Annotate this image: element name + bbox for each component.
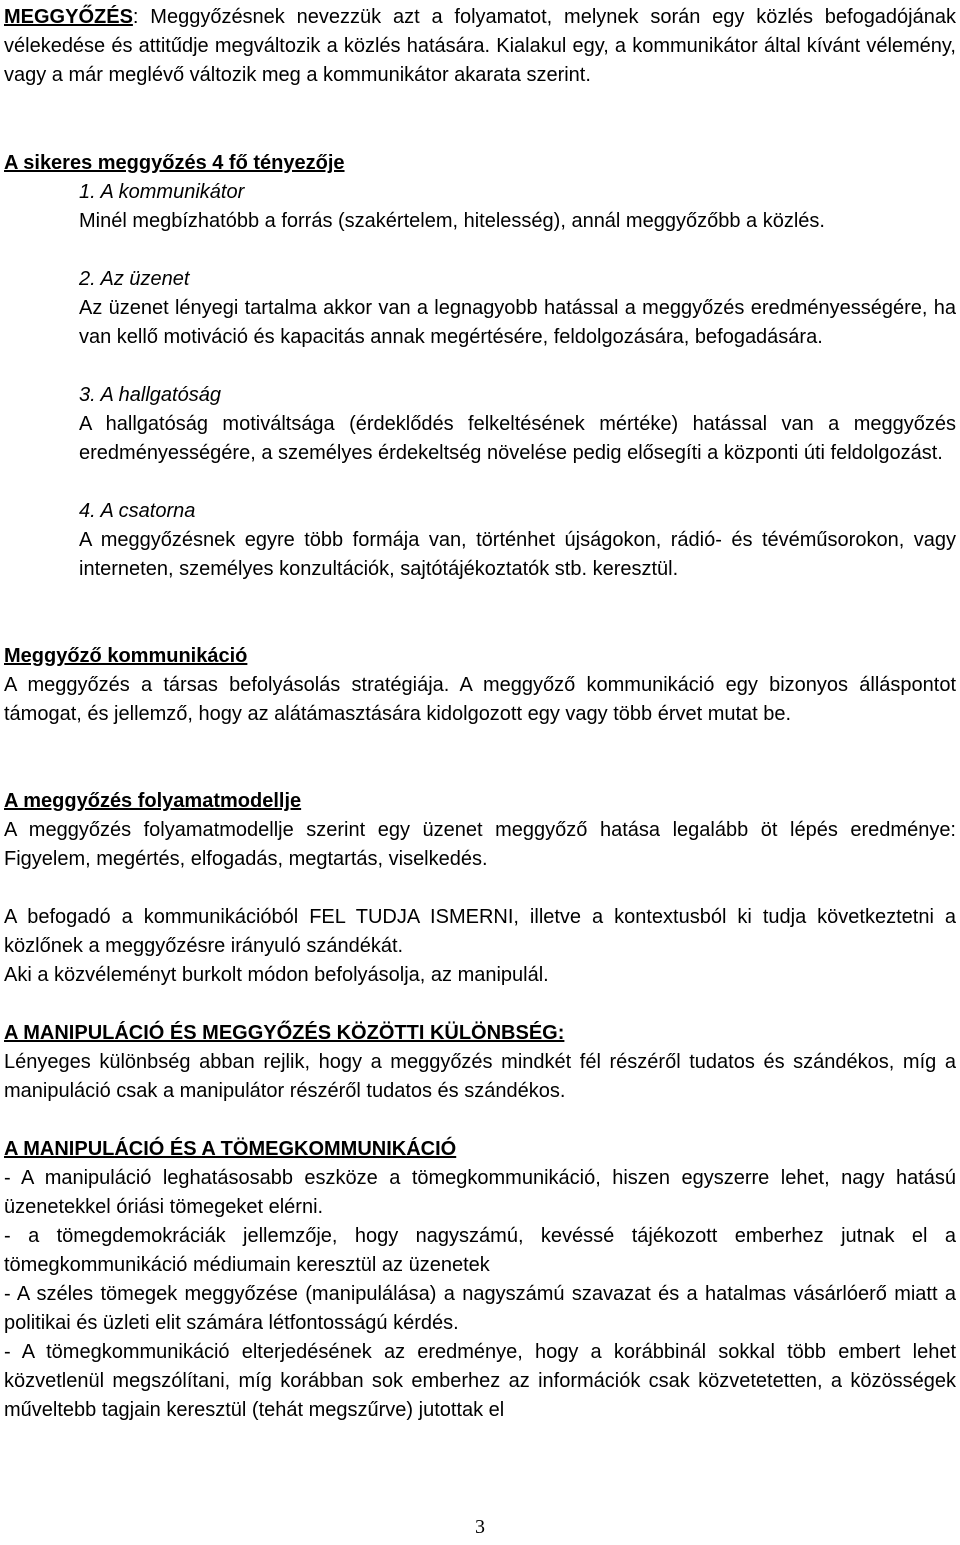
process-manipulation-text: Aki a közvéleményt burkolt módon befolyásolja, az manipulál. xyxy=(4,964,549,986)
factor-3-title: 3. A hallgatóság xyxy=(79,384,221,406)
persuasive-text: A meggyőzés a társas befolyásolás stratégiája. A meggyőző kommunikáció egy bizonyos álláspontot támogat, és jellemző, hogy az alátámasztására kidolgozott egy vagy több érvet mutat be. xyxy=(4,674,956,725)
process-heading: A meggyőzés folyamatmodellje xyxy=(4,790,302,812)
intro-term: MEGGYŐZÉS xyxy=(4,6,133,28)
factor-3 xyxy=(4,381,956,468)
factor-1-text: Minél megbízhatóbb a forrás (szakértelem, hitelesség), annál meggyőzőbb a közlés. xyxy=(79,210,825,232)
factor-1-title: 1. A kommunikátor xyxy=(79,181,245,203)
factor-2-text: Az üzenet lényegi tartalma akkor van a legnagyobb hatással a meggyőzés eredményességére, ha van kellő motiváció és kapacitás annak megértésére, feldolgozására, befogadására. xyxy=(79,297,956,348)
factor-4-text: A meggyőzésnek egyre több formája van, történhet újságokon, rádió- és tévéműsorokon, vagy interneten, személyes konzultációk, sajtótájékoztatók stb. keresztül. xyxy=(79,529,956,580)
factor-4-title: 4. A csatorna xyxy=(79,500,196,522)
factor-3-text: A hallgatóság motiváltsága (érdeklődés felkeltésének mértéke) hatással van a meggyőzés eredményességére, a személyes érdekeltség növelése pedig elősegíti a központi úti feldolgozást. xyxy=(79,413,956,464)
factor-4 xyxy=(4,497,956,584)
process-text: A meggyőzés folyamatmodellje szerint egy üzenet meggyőző hatása legalább öt lépés eredménye: Figyelem, megértés, elfogadás, megtartás, viselkedés. xyxy=(4,819,956,870)
intro-paragraph xyxy=(4,3,956,90)
factors-heading: A sikeres meggyőzés 4 fő tényezője xyxy=(4,152,345,174)
mass-item-4: - A tömegkommunikáció elterjedésének az eredménye, hogy a korábbinál sokkal több embert lehet közvetlenül megszólítani, míg korábban sok emberhez az információk csak közvetetetten, a közösségek műveltebb tagjain keresztül (tehát megszűrve) jutottak el xyxy=(4,1341,956,1421)
mass-item-3: - A széles tömegek meggyőzése (manipulálása) a nagyszámú szavazat és a hatalmas vásárlóerő miatt a politikai és üzleti elit számára létfontosságú kérdés. xyxy=(4,1283,956,1334)
mass-heading: A MANIPULÁCIÓ ÉS A TÖMEGKOMMUNIKÁCIÓ xyxy=(4,1138,457,1160)
intro-text: : Meggyőzésnek nevezzük azt a folyamatot, melynek során egy közlés befogadójának vélekedése és attitűdje megváltozik a közlés hatására. Kialakul egy, a kommunikátor által kívánt vélemény, vagy a már meglévő változik meg a kommunikátor akarata szerint. xyxy=(4,6,956,86)
mass-item-2: - a tömegdemokráciák jellemzője, hogy nagyszámú, kevéssé tájékozott emberhez jutnak el a tömegkommunikáció médiumain keresztül az üzenetek xyxy=(4,1225,956,1276)
mass-item-1: - A manipuláció leghatásosabb eszköze a tömegkommunikáció, hiszen egyszerre lehet, nagy hatású üzenetekkel óriási tömegeket elérni. xyxy=(4,1167,956,1218)
factor-2 xyxy=(4,265,956,352)
process-recognition-text: A befogadó a kommunikációból FEL TUDJA ISMERNI, illetve a kontextusból ki tudja következtetni a közlőnek a meggyőzésre irányuló szándékát. xyxy=(4,906,956,957)
difference-heading: A MANIPULÁCIÓ ÉS MEGGYŐZÉS KÖZÖTTI KÜLÖNBSÉG: xyxy=(4,1022,565,1044)
persuasive-heading: Meggyőző kommunikáció xyxy=(4,645,248,667)
factor-2-title: 2. Az üzenet xyxy=(79,268,190,290)
factor-1 xyxy=(4,178,956,236)
difference-text: Lényeges különbség abban rejlik, hogy a meggyőzés mindkét fél részéről tudatos és szándékos, míg a manipuláció csak a manipulátor részéről tudatos és szándékos. xyxy=(4,1051,956,1102)
page-number: 3 xyxy=(475,1516,485,1538)
